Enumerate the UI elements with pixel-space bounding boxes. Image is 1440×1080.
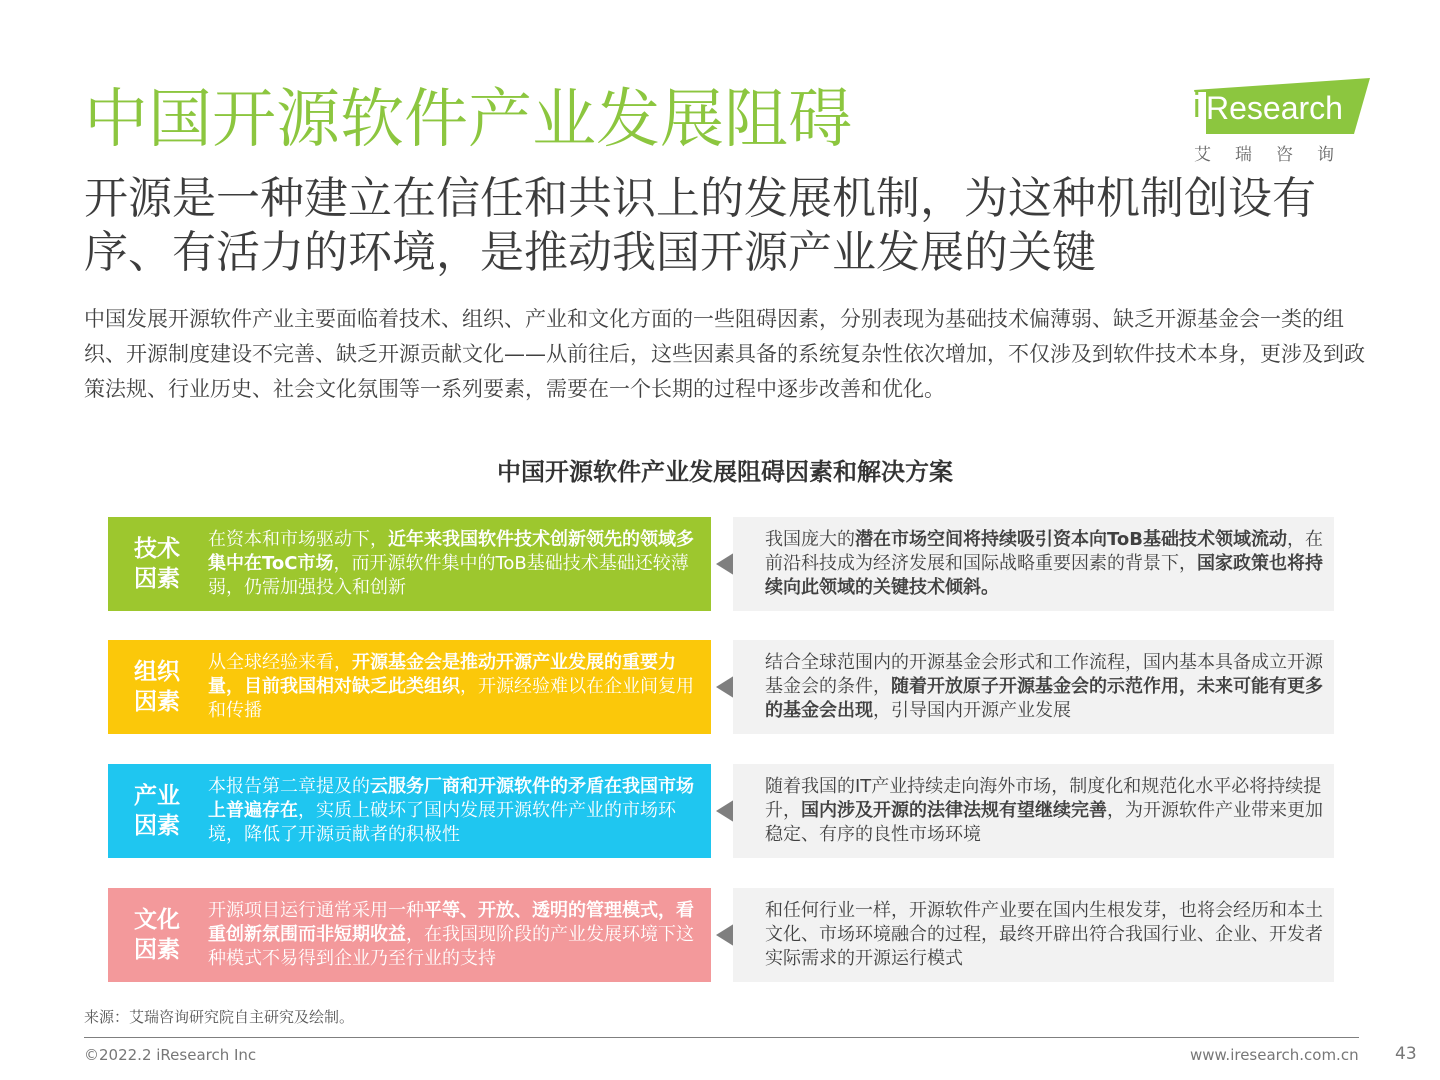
factor-text-run: ，开源经验难以在企业间复用和传播 [208,676,694,721]
diagram-row-technology [108,517,1336,611]
factor-text-run: 开源项目运行通常采用一种 [208,900,424,921]
source-note: 来源：艾瑞咨询研究院自主研究及绘制。 [84,1008,355,1026]
solution-text-run: 潜在市场空间将持续吸引资本向ToB基础技术领域流动 [855,529,1287,550]
factor-box [108,888,711,982]
solution-description [765,517,1331,611]
solution-box [733,764,1334,858]
solution-text-run: 随着我国的IT产业持续走向海外市场，制度化和规范化水平必将持续提升， [765,776,1322,821]
factor-text-run: 本报告第二章提及的 [208,776,370,797]
logo-i-letter: i [1193,87,1201,125]
factor-label: 组织 因素 [134,659,180,715]
website-url: www.iresearch.com.cn [1190,1046,1359,1064]
solution-text-run: 我国庞大的 [765,529,855,550]
iresearch-logo [1188,78,1372,166]
solution-text-run: ，在前沿科技成为经济发展和国际战略重要因素的背景下， [765,529,1323,574]
factor-text-run: 近年来我国软件技术创新领先的领域多集中在ToC市场 [208,529,694,574]
factor-box [108,640,711,734]
page-title: 中国开源软件产业发展阻碍 [84,83,852,157]
factor-text-run: 平等、开放、透明的管理模式，看重创新氛围而非短期收益 [208,900,694,945]
logo-chinese-name: 艾瑞咨询 [1194,145,1358,165]
page-number: 43 [1395,1044,1417,1064]
solution-text-run: 结合全球范围内的开源基金会形式和工作流程，国内基本具备成立开源基金会的条件， [765,652,1323,697]
solution-text-run: 国家政策也将持续向此领域的关键技术倾斜。 [765,553,1323,598]
diagram-title: 中国开源软件产业发展阻碍因素和解决方案 [497,458,953,486]
factor-description [208,764,698,858]
factor-label: 产业 因素 [134,783,180,839]
solution-text-run: 和任何行业一样，开源软件产业要在国内生根发芽，也将会经历和本土文化、市场环境融合的过程，最终开辟出符合我国行业、企业、开发者实际需求的开源运行模式 [765,900,1323,969]
copyright: ©2022.2 iResearch Inc [84,1046,257,1064]
solution-text-run: ，为开源软件产业带来更加稳定、有序的良性市场环境 [765,800,1323,845]
factor-box [108,764,711,858]
diagram-row-industry [108,764,1336,858]
solution-description [765,764,1331,858]
factor-text-run: 从全球经验来看， [208,652,352,673]
solution-box [733,517,1334,611]
solution-text-run: 国内涉及开源的法律法规有望继续完善 [801,800,1107,821]
solution-text-run: ，引导国内开源产业发展 [873,700,1071,721]
factor-text-run: 云服务厂商和开源软件的矛盾在我国市场上普遍存在 [208,776,694,821]
solution-description [765,640,1331,734]
diagram-row-organization [108,640,1336,734]
factor-description [208,640,698,734]
solution-text-run: 随着开放原子开源基金会的示范作用，未来可能有更多的基金会出现 [765,676,1323,721]
body-paragraph: 中国发展开源软件产业主要面临着技术、组织、产业和文化方面的一些阻碍因素，分别表现为基础技术偏薄弱、缺乏开源基金会一类的组织、开源制度建设不完善、缺乏开源贡献文化——从前往后，这些因素具备的系统复杂性依次增加，不仅涉及到软件技术本身，更涉及到政策法规、行业历史、社会文化氛围等一系列要素，需要在一个长期的过程中逐步改善和优化。 [84,307,1365,401]
solution-description [765,888,1331,982]
factor-box [108,517,711,611]
factor-text-run: ，在我国现阶段的产业发展环境下这种模式不易得到企业乃至行业的支持 [208,924,694,969]
factor-label: 文化 因素 [134,907,180,963]
logo-research-text: Research [1206,90,1343,126]
factor-text-run: ，实质上破坏了国内发展开源软件产业的市场环境，降低了开源贡献者的积极性 [208,800,676,845]
factor-text-run: ，而开源软件集中的ToB基础技术基础还较薄弱，仍需加强投入和创新 [208,553,689,598]
factor-text-run: 在资本和市场驱动下， [208,529,388,550]
factor-description [208,888,698,982]
factor-label: 技术 因素 [134,536,180,592]
factor-text-run: 开源基金会是推动开源产业发展的重要力量，目前我国相对缺乏此类组织 [208,652,676,697]
page-headline: 开源是一种建立在信任和共识上的发展机制，为这种机制创设有序、有活力的环境，是推动我国开源产业发展的关键 [84,173,1316,278]
solution-box [733,640,1334,734]
solution-box [733,888,1334,982]
diagram-row-culture [108,888,1336,982]
footer-divider [84,1037,1359,1038]
factor-description [208,517,698,611]
